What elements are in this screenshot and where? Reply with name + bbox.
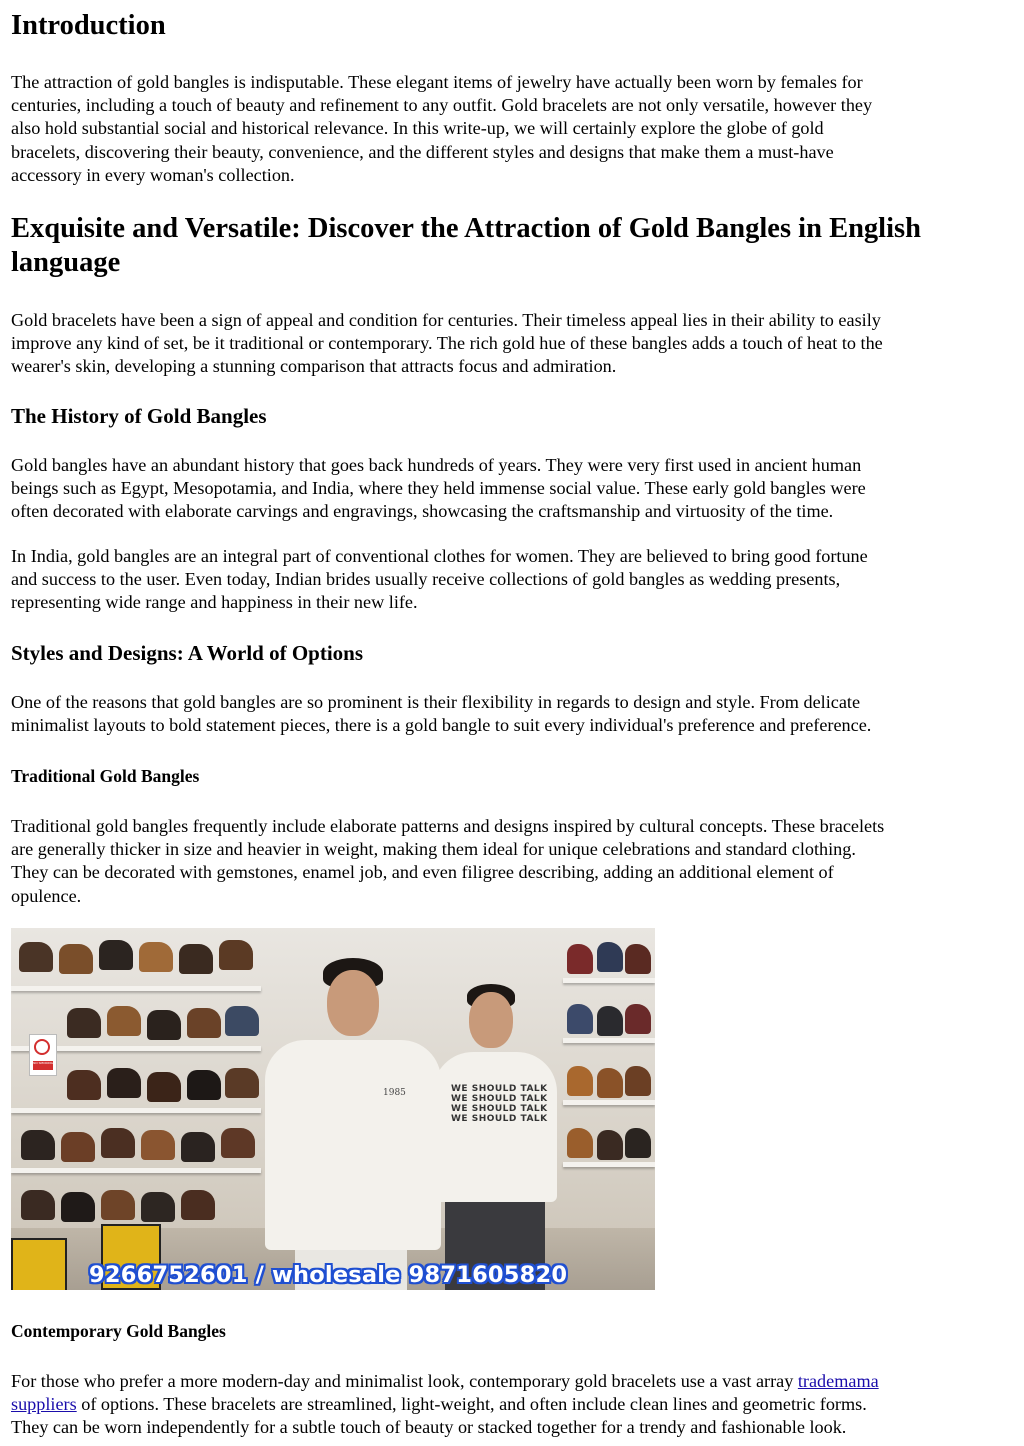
traditional-line: are generally thicker in size and heavier in weight, making them ideal for unique celebrations and standard clothing.: [11, 839, 856, 860]
shoe: [625, 1066, 651, 1096]
shelf: [563, 1038, 655, 1043]
history-line: often decorated with elaborate carvings and engravings, showcasing the craftsmanship and virtuosity of the time.: [11, 501, 834, 522]
shoe: [147, 1010, 181, 1040]
tshirt-print-line: WE SHOULD TALK: [451, 1084, 548, 1094]
shoe: [67, 1008, 101, 1038]
shelf: [563, 1100, 655, 1105]
tshirt-print: [451, 1084, 548, 1124]
no-smoking-icon: [34, 1039, 50, 1055]
contemporary-line: [11, 1370, 879, 1393]
shoe: [21, 1130, 55, 1160]
exquisite-line: improve any kind of set, be it traditional or contemporary. The rich gold hue of these bangles adds a touch of heat to the: [11, 333, 883, 354]
shoe: [21, 1190, 55, 1220]
exquisite-paragraph: [11, 309, 883, 379]
shoe: [187, 1070, 221, 1100]
trademama-link-part2[interactable]: suppliers: [11, 1394, 77, 1415]
shoe: [597, 1006, 623, 1036]
traditional-heading: Traditional Gold Bangles: [11, 766, 200, 786]
contemporary-line: They can be worn independently for a subtle touch of beauty or stacked together for a trendy and fashionable look.: [11, 1417, 847, 1438]
shoe: [139, 942, 173, 972]
face: [469, 992, 513, 1048]
shoe: [61, 1192, 95, 1222]
trademama-link-part1[interactable]: trademama: [797, 1371, 879, 1391]
history-heading: The History of Gold Bangles: [11, 404, 267, 428]
contemporary-paragraph: [11, 1370, 879, 1440]
white-tshirt: [433, 1052, 557, 1202]
exquisite-line: wearer's skin, developing a stunning comparison that attracts focus and admiration.: [11, 356, 617, 377]
history-paragraph-2: [11, 545, 868, 615]
sign-text: NO SMOKING: [33, 1061, 53, 1065]
shelf: [11, 986, 261, 991]
exquisite-line: Gold bracelets have been a sign of appeal and condition for centuries. Their timeless appeal lies in their ability to easily: [11, 310, 881, 330]
contemporary-line: [11, 1393, 879, 1416]
exquisite-heading-line: language: [11, 247, 121, 278]
no-smoking-sign: [29, 1034, 57, 1076]
shoe: [181, 1132, 215, 1162]
shoe: [181, 1190, 215, 1220]
shoe-box: [11, 1238, 67, 1290]
intro-line: bracelets, discovering their beauty, convenience, and the different styles and designs that make them a must-have: [11, 141, 834, 162]
history-line: Gold bangles have an abundant history that goes back hundreds of years. They were very first used in ancient human: [11, 455, 862, 475]
shoe: [141, 1192, 175, 1222]
exquisite-heading-line: Exquisite and Versatile: Discover the Attraction of Gold Bangles in English: [11, 213, 921, 244]
styles-heading: Styles and Designs: A World of Options: [11, 641, 364, 665]
contemporary-heading: Contemporary Gold Bangles: [11, 1321, 226, 1341]
traditional-line: They can be decorated with gemstones, enamel job, and even filigree describing, adding an additional element of: [11, 862, 834, 883]
shoe: [625, 1128, 651, 1158]
shoe: [101, 1128, 135, 1158]
tshirt-print-line: WE SHOULD TALK: [451, 1094, 548, 1104]
history-line: In India, gold bangles are an integral part of conventional clothes for women. They are believed to bring good fortune: [11, 546, 868, 566]
tshirt-print-line: WE SHOULD TALK: [451, 1104, 548, 1114]
intro-paragraph: [11, 71, 872, 187]
history-line: and success to the user. Even today, Indian brides usually receive collections of gold bangles as wedding presents,: [11, 569, 841, 590]
shoe: [597, 1068, 623, 1098]
shoe: [107, 1006, 141, 1036]
shoe: [187, 1008, 221, 1038]
shoe: [567, 944, 593, 974]
traditional-line: Traditional gold bangles frequently include elaborate patterns and designs inspired by cultural concepts. These bracelets: [11, 816, 885, 836]
shoe: [99, 940, 133, 970]
history-line: representing wide range and happiness in their new life.: [11, 592, 418, 613]
shoe-store-photo: [11, 928, 655, 1290]
shoe: [141, 1130, 175, 1160]
shelf: [563, 978, 655, 983]
shoe: [61, 1132, 95, 1162]
shoe: [625, 1004, 651, 1034]
phone-overlay-text: 9266752601 / wholesale 9871605820: [89, 1262, 568, 1288]
shoe: [101, 1190, 135, 1220]
shirt-print: 1985: [383, 1088, 406, 1098]
shoe: [19, 942, 53, 972]
shoe: [625, 944, 651, 974]
shoe: [147, 1072, 181, 1102]
intro-line: The attraction of gold bangles is indisputable. These elegant items of jewelry have actually been worn by females for: [11, 72, 863, 92]
tshirt-print-line: WE SHOULD TALK: [451, 1114, 548, 1124]
traditional-line: opulence.: [11, 885, 82, 906]
person-left: [245, 958, 445, 1290]
intro-line: accessory in every woman's collection.: [11, 164, 295, 185]
shelf: [11, 1108, 261, 1113]
white-shirt: [265, 1040, 441, 1250]
exquisite-heading: [11, 212, 921, 280]
styles-paragraph: [11, 691, 871, 737]
styles-line: One of the reasons that gold bangles are so prominent is their flexibility in regards to design and style. From delicate: [11, 692, 861, 712]
shelf: [11, 1168, 261, 1173]
intro-line: also hold substantial social and historical relevance. In this write-up, we will certainly explore the globe of gold: [11, 118, 824, 139]
traditional-paragraph: [11, 815, 884, 908]
shoe: [59, 944, 93, 974]
contemporary-text: of options. These bracelets are streamlined, light-weight, and often include clean lines and geometric forms.: [76, 1394, 867, 1415]
shoe: [597, 1130, 623, 1160]
history-line: beings such as Egypt, Mesopotamia, and India, where they held immense social value. These early gold bangles were: [11, 478, 866, 499]
contemporary-text: For those who prefer a more modern-day and minimalist look, contemporary gold bracelets use a vast array: [11, 1371, 798, 1391]
history-paragraph-1: [11, 454, 866, 524]
shoe: [179, 944, 213, 974]
shoe: [107, 1068, 141, 1098]
shoe: [67, 1070, 101, 1100]
intro-line: centuries, including a touch of beauty and refinement to any outfit. Gold bracelets are not only versatile, however they: [11, 95, 873, 116]
intro-heading: Introduction: [11, 10, 166, 41]
shoe: [597, 942, 623, 972]
styles-line: minimalist layouts to bold statement pieces, there is a gold bangle to suit every individual's preference and preference.: [11, 715, 872, 736]
person-right: [421, 984, 571, 1290]
shelf: [563, 1162, 655, 1167]
face: [327, 970, 379, 1036]
